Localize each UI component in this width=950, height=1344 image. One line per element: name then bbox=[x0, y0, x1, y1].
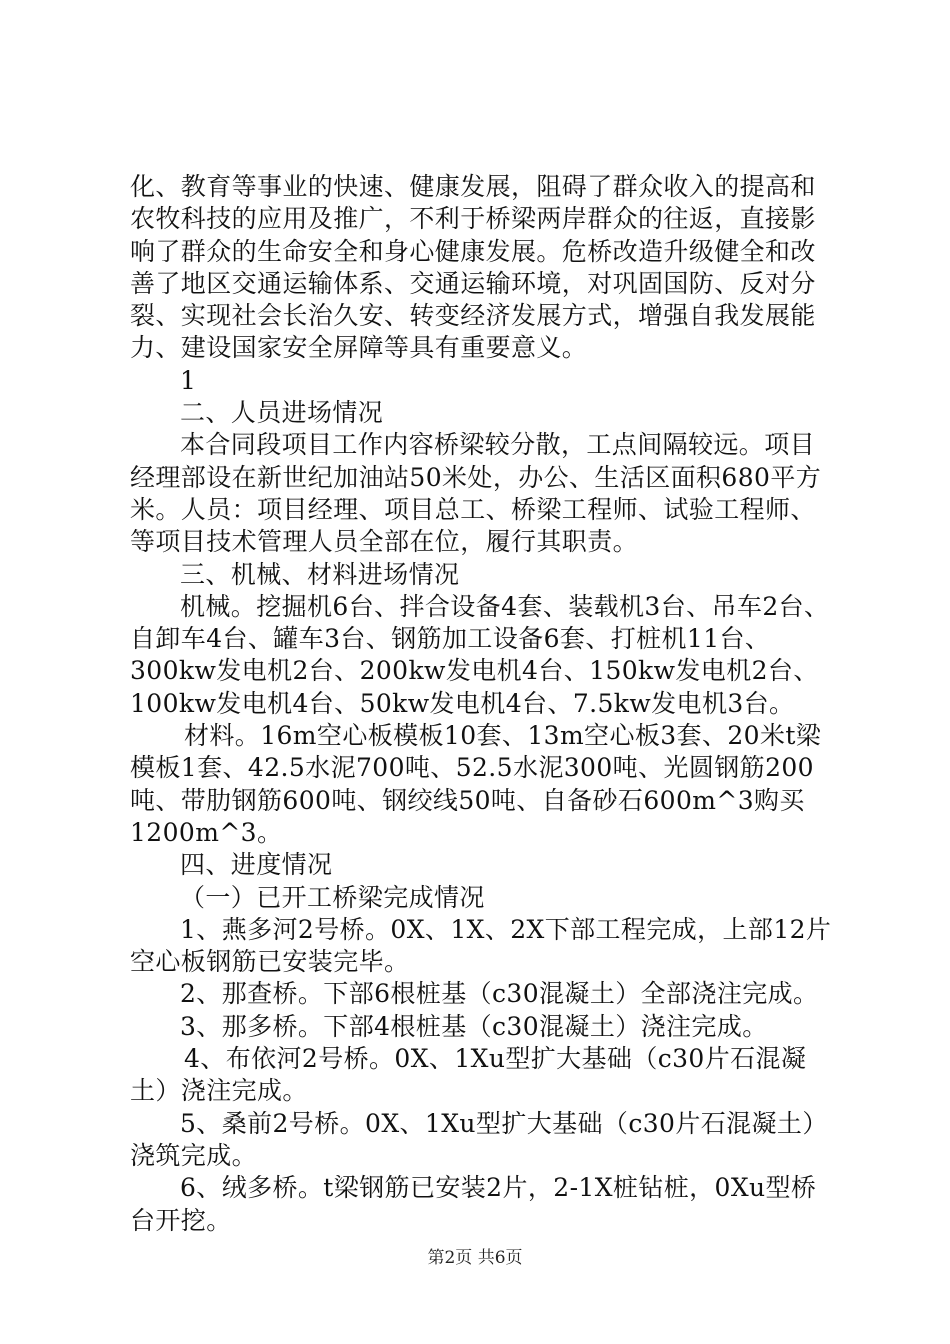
paragraph-line: 模板1套、42.5水泥700吨、52.5水泥300吨、光圆钢筋200 bbox=[130, 753, 814, 783]
list-item-continuation: 土）浇注完成。 bbox=[130, 1076, 308, 1106]
paragraph-line: 善了地区交通运输体系、交通运输环境，对巩固国防、反对分 bbox=[130, 268, 816, 298]
section-heading: 四、进度情况 bbox=[180, 850, 333, 880]
paragraph-line: 农牧科技的应用及推广，不利于桥梁两岸群众的往返，直接影 bbox=[130, 204, 816, 234]
paragraph-line: 300kw发电机2台、200kw发电机4台、150kw发电机2台、 bbox=[130, 656, 819, 686]
document-body bbox=[130, 171, 840, 1237]
paragraph-line: 力、建设国家安全屏障等具有重要意义。 bbox=[130, 333, 588, 363]
list-item: 5、桑前2号桥。0X、1Xu型扩大基础（c30片石混凝土） bbox=[180, 1108, 828, 1138]
list-item: 3、那多桥。下部4根桩基（c30混凝土）浇注完成。 bbox=[180, 1011, 768, 1041]
paragraph-line: 裂、实现社会长治久安、转变经济发展方式，增强自我发展能 bbox=[130, 301, 816, 331]
list-item-continuation: 台开挖。 bbox=[130, 1205, 232, 1235]
list-item-continuation: 空心板钢筋已安装完毕。 bbox=[130, 947, 410, 977]
paragraph-line: 等项目技术管理人员全部在位，履行其职责。 bbox=[130, 527, 639, 557]
paragraph-line: 吨、带肋钢筋600吨、钢绞线50吨、自备砂石600m^3购买 bbox=[130, 785, 805, 815]
paragraph-line: 100kw发电机4台、50kw发电机4台、7.5kw发电机3台。 bbox=[130, 688, 795, 718]
list-item-continuation: 浇筑完成。 bbox=[130, 1140, 258, 1170]
section-heading: 三、机械、材料进场情况 bbox=[180, 559, 460, 589]
list-item: 1、燕多河2号桥。0X、1X、2X下部工程完成，上部12片 bbox=[180, 914, 832, 944]
list-item: 6、绒多桥。t梁钢筋已安装2片，2-1X桩钻桩，0Xu型桥 bbox=[180, 1173, 817, 1203]
paragraph-line: 机械。挖掘机6台、拌合设备4套、装载机3台、吊车2台、 bbox=[180, 591, 830, 621]
subsection-heading: （一）已开工桥梁完成情况 bbox=[180, 882, 485, 912]
page-marker: 1 bbox=[180, 365, 197, 395]
paragraph-line: 经理部设在新世纪加油站50米处，办公、生活区面积680平方 bbox=[130, 462, 822, 492]
paragraph-line: 1200m^3。 bbox=[130, 817, 283, 847]
paragraph-line: 化、教育等事业的快速、健康发展，阻碍了群众收入的提高和 bbox=[130, 172, 816, 201]
section-heading: 二、人员进场情况 bbox=[180, 398, 384, 428]
paragraph-line: 米。人员：项目经理、项目总工、桥梁工程师、试验工程师、 bbox=[130, 494, 816, 524]
paragraph-line: 自卸车4台、罐车3台、钢筋加工设备6套、打桩机11台、 bbox=[130, 624, 771, 654]
paragraph-line: 本合同段项目工作内容桥梁较分散，工点间隔较远。项目 bbox=[180, 430, 816, 460]
list-item: 4、布依河2号桥。0X、1Xu型扩大基础（c30片石混凝 bbox=[184, 1044, 807, 1074]
list-item: 2、那查桥。下部6根桩基（c30混凝土）全部浇注完成。 bbox=[180, 979, 819, 1009]
page-footer: 第2页 共6页 bbox=[427, 1248, 523, 1268]
paragraph-line: 材料。16m空心板模板10套、13m空心板3套、20米t梁 bbox=[184, 721, 822, 751]
paragraph-line: 响了群众的生命安全和身心健康发展。危桥改造升级健全和改 bbox=[130, 236, 816, 266]
